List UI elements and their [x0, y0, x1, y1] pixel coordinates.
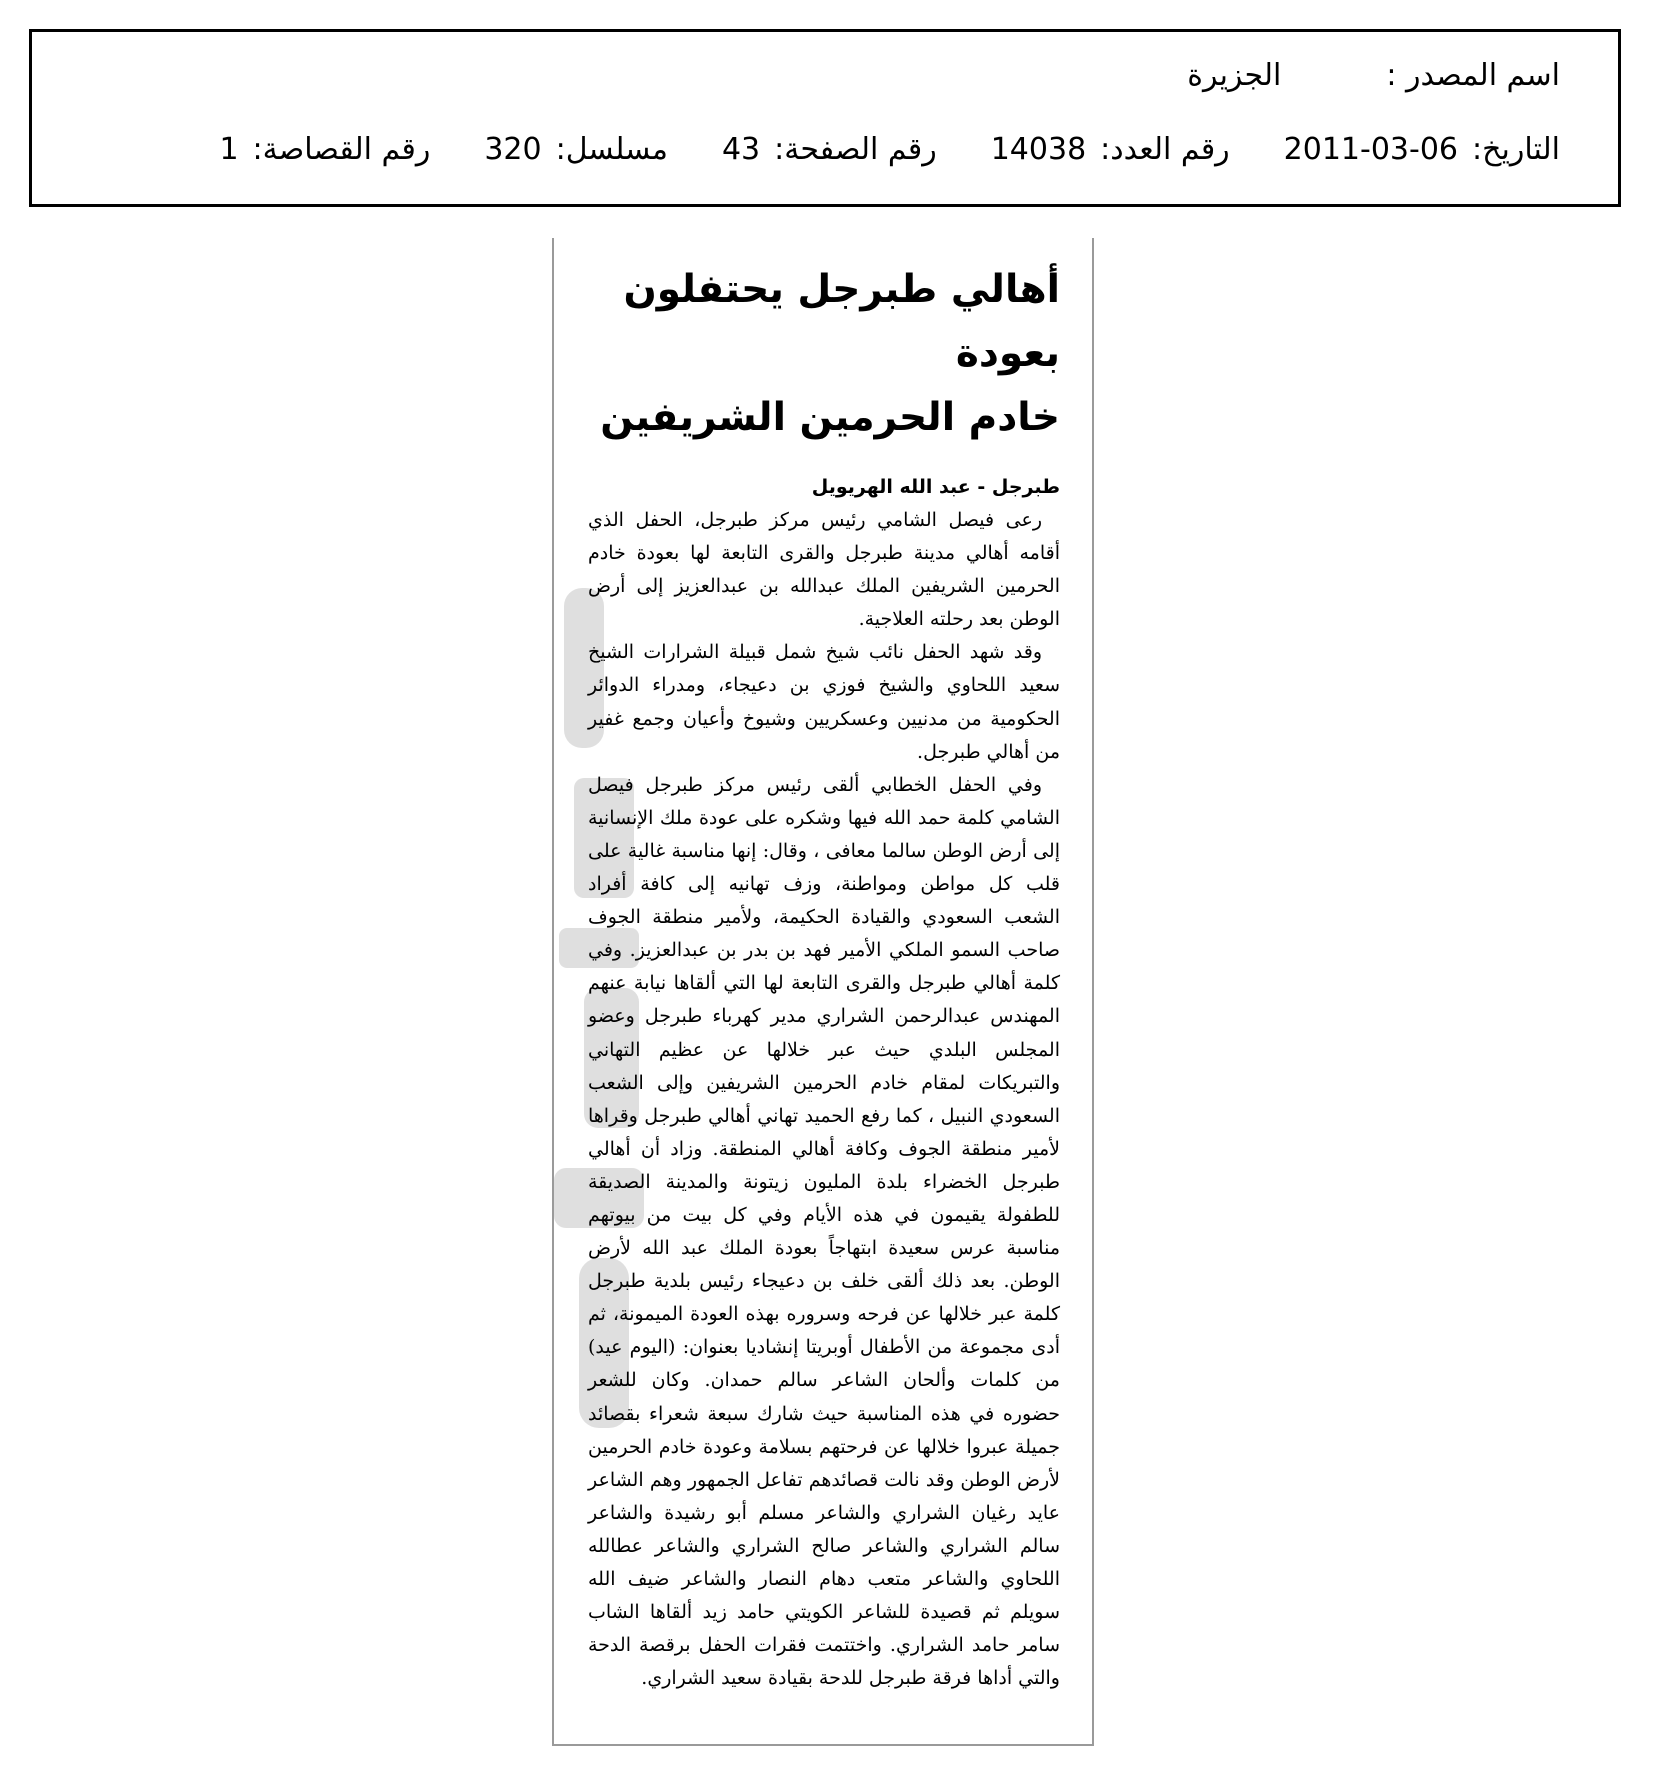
issue-field — [991, 128, 1230, 172]
date-label: التاريخ: — [1472, 132, 1560, 167]
clip-number-value: 1 — [219, 132, 239, 167]
article — [588, 258, 1060, 1695]
newspaper-clipping — [552, 238, 1094, 1746]
article-paragraph: وقد شهد الحفل نائب شيخ شمل قبيلة الشرارات الشيخ سعيد اللحاوي والشيخ فوزي بن دعيجاء، ومدراء الدوائر الحكومية من مدنيين وعسكريين وشيوخ وأعيان وجمع غفير من أهالي طبرجل. — [588, 641, 1060, 763]
source-info-box — [29, 29, 1621, 207]
source-value: الجزيرة — [1187, 58, 1282, 93]
page-field — [722, 128, 937, 172]
serial-field — [484, 128, 668, 172]
issue-label: رقم العدد: — [1100, 132, 1230, 167]
headline-line-2: خادم الحرمين الشريفين — [600, 395, 1060, 440]
article-byline: طبرجل - عبد الله الهريويل — [811, 476, 1060, 498]
clip-number-field — [219, 128, 430, 172]
details-row — [72, 128, 1560, 172]
issue-value: 14038 — [990, 132, 1087, 167]
serial-value: 320 — [484, 132, 542, 167]
date-field — [1284, 128, 1560, 172]
date-value: 2011-03-06 — [1283, 132, 1459, 167]
article-paragraph: رعى فيصل الشامي رئيس مركز طبرجل، الحفل الذي أقامه أهالي مدينة طبرجل والقرى التابعة لها بعودة خادم الحرمين الشريفين الملك عبدالله بن عبدالعزيز إلى أرض الوطن بعد رحلته العلاجية. — [588, 509, 1060, 631]
source-row — [72, 54, 1560, 98]
headline-line-1: أهالي طبرجل يحتفلون بعودة — [623, 267, 1060, 376]
article-body — [588, 504, 1060, 1695]
article-paragraph: وفي الحفل الخطابي ألقى رئيس مركز طبرجل فيصل الشامي كلمة حمد الله فيها وشكره على عودة ملك الإنسانية إلى أرض الوطن سالما معافى ، وقال: إنها مناسبة غالية على قلب كل مواطن ومواطنة، وزف تهانيه إلى كافة أفراد الشعب السعودي والقيادة الحكيمة، ولأمير منطقة الجوف صاحب السمو الملكي الأمير فهد بن بدر بن عبدالعزيز. وفي كلمة أهالي طبرجل والقرى التابعة لها التي ألقاها نيابة عنهم المهندس عبدالرحمن الشراري مدير كهرباء طبرجل وعضو المجلس البلدي حيث عبر خلالها عن عظيم التهاني والتبريكات لمقام خادم الحرمين الشريفين وإلى الشعب السعودي النبيل ، كما رفع الحميد تهاني أهالي طبرجل وقراها لأمير منطقة الجوف وكافة أهالي المنطقة. وزاد أن أهالي طبرجل الخضراء بلدة المليون زيتونة والمدينة الصديقة للطفولة يقيمون في هذه الأيام وفي كل بيت من بيوتهم مناسبة عرس سعيدة ابتهاجاً بعودة الملك عبد الله لأرض الوطن. بعد ذلك ألقى خلف بن دعيجاء رئيس بلدية طبرجل كلمة عبر خلالها عن فرحه وسروره بهذه العودة الميمونة، ثم أدى مجموعة من الأطفال أوبريتا إنشاديا بعنوان: (اليوم عيد) من كلمات وألحان الشاعر سالم حمدان. وكان للشعر حضوره في هذه المناسبة حيث شارك سبعة شعراء بقصائد جميلة عبروا خلالها عن فرحتهم بسلامة وعودة خادم الحرمين لأرض الوطن وقد نالت قصائدهم تفاعل الجمهور وهم الشاعر عايد رغيان الشراري والشاعر مسلم أبو رشيدة والشاعر سالم الشراري والشاعر صالح الشراري والشاعر عطالله اللحاوي والشاعر متعب دهام النصار والشاعر ضيف الله سويلم ثم قصيدة للشاعر الكويتي حامد زيد ألقاها الشاب سامر حامد الشراري. واختتمت فقرات الحفل برقصة الدحة والتي أداها فرقة طبرجل للدحة بقيادة سعيد الشراري. — [588, 773, 1060, 1690]
page-label: رقم الصفحة: — [774, 132, 937, 167]
serial-label: مسلسل: — [555, 132, 668, 167]
article-headline — [588, 258, 1060, 450]
page-value: 43 — [721, 132, 761, 167]
clip-number-label: رقم القصاصة: — [252, 132, 431, 167]
source-label: اسم المصدر : — [1386, 58, 1560, 93]
